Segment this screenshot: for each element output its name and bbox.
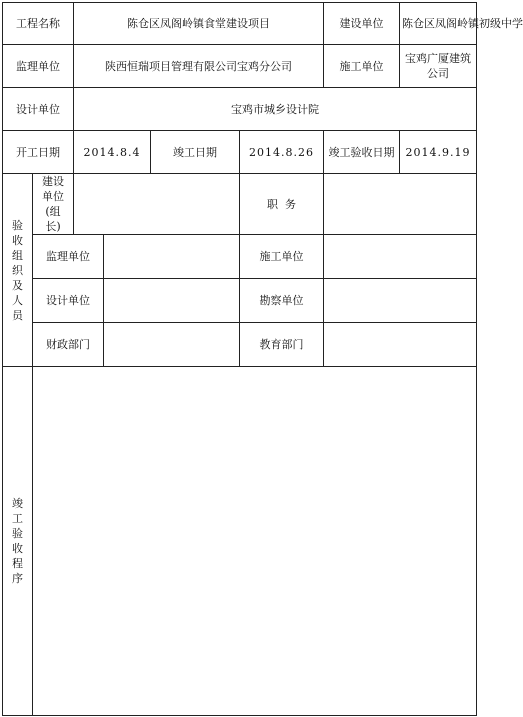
position-value <box>324 174 477 235</box>
acceptance-org-section-text: 验收组织及人员 <box>12 218 23 322</box>
acceptance-date-value: 2014.9.19 <box>400 131 477 174</box>
position-label: 职 务 <box>240 174 324 235</box>
acceptance-form-table <box>2 2 523 716</box>
org-education-label: 教育部门 <box>240 323 324 367</box>
row-org-client <box>3 174 477 235</box>
acceptance-org-section-label <box>3 174 33 367</box>
org-finance-value <box>104 323 240 367</box>
org-designer-value <box>104 279 240 323</box>
org-supervisor-label: 监理单位 <box>33 235 104 279</box>
supervisor-value: 陕西恒瑞项目管理有限公司宝鸡分公司 <box>74 45 324 88</box>
row-org-designer <box>3 279 477 323</box>
row-supervisor <box>3 45 477 88</box>
completion-date-label: 竣工日期 <box>151 131 240 174</box>
start-date-value: 2014.8.4 <box>74 131 151 174</box>
org-contractor-value <box>324 235 477 279</box>
client-value: 陈仓区凤阁岭镇初级中学 <box>400 3 477 45</box>
client-group-label-text: 建设单位(组长) <box>42 175 64 233</box>
org-survey-value <box>324 279 477 323</box>
start-date-label: 开工日期 <box>3 131 74 174</box>
acceptance-date-label: 竣工验收日期 <box>324 131 400 174</box>
client-group-value <box>74 174 240 235</box>
org-survey-label: 勘察单位 <box>240 279 324 323</box>
supervisor-label: 监理单位 <box>3 45 74 88</box>
row-org-supervisor <box>3 235 477 279</box>
client-label: 建设单位 <box>324 3 400 45</box>
org-education-value <box>324 323 477 367</box>
org-contractor-label: 施工单位 <box>240 235 324 279</box>
org-supervisor-value <box>104 235 240 279</box>
completion-date-value: 2014.8.26 <box>240 131 324 174</box>
contractor-label: 施工单位 <box>324 45 400 88</box>
project-name-label: 工程名称 <box>3 3 74 45</box>
client-group-label <box>33 174 74 235</box>
designer-label: 设计单位 <box>3 88 74 131</box>
org-finance-label: 财政部门 <box>33 323 104 367</box>
contractor-value: 宝鸡广厦建筑公司 <box>400 45 477 88</box>
row-procedure <box>3 367 477 716</box>
project-name-value: 陈仓区凤阁岭镇食堂建设项目 <box>74 3 324 45</box>
row-project-name <box>3 3 477 45</box>
procedure-section-text: 竣工验收程序 <box>12 497 23 585</box>
procedure-section-label <box>3 367 33 716</box>
row-designer <box>3 88 477 131</box>
designer-value: 宝鸡市城乡设计院 <box>74 88 477 131</box>
row-org-finance <box>3 323 477 367</box>
row-dates <box>3 131 477 174</box>
org-designer-label: 设计单位 <box>33 279 104 323</box>
procedure-content <box>33 367 477 716</box>
